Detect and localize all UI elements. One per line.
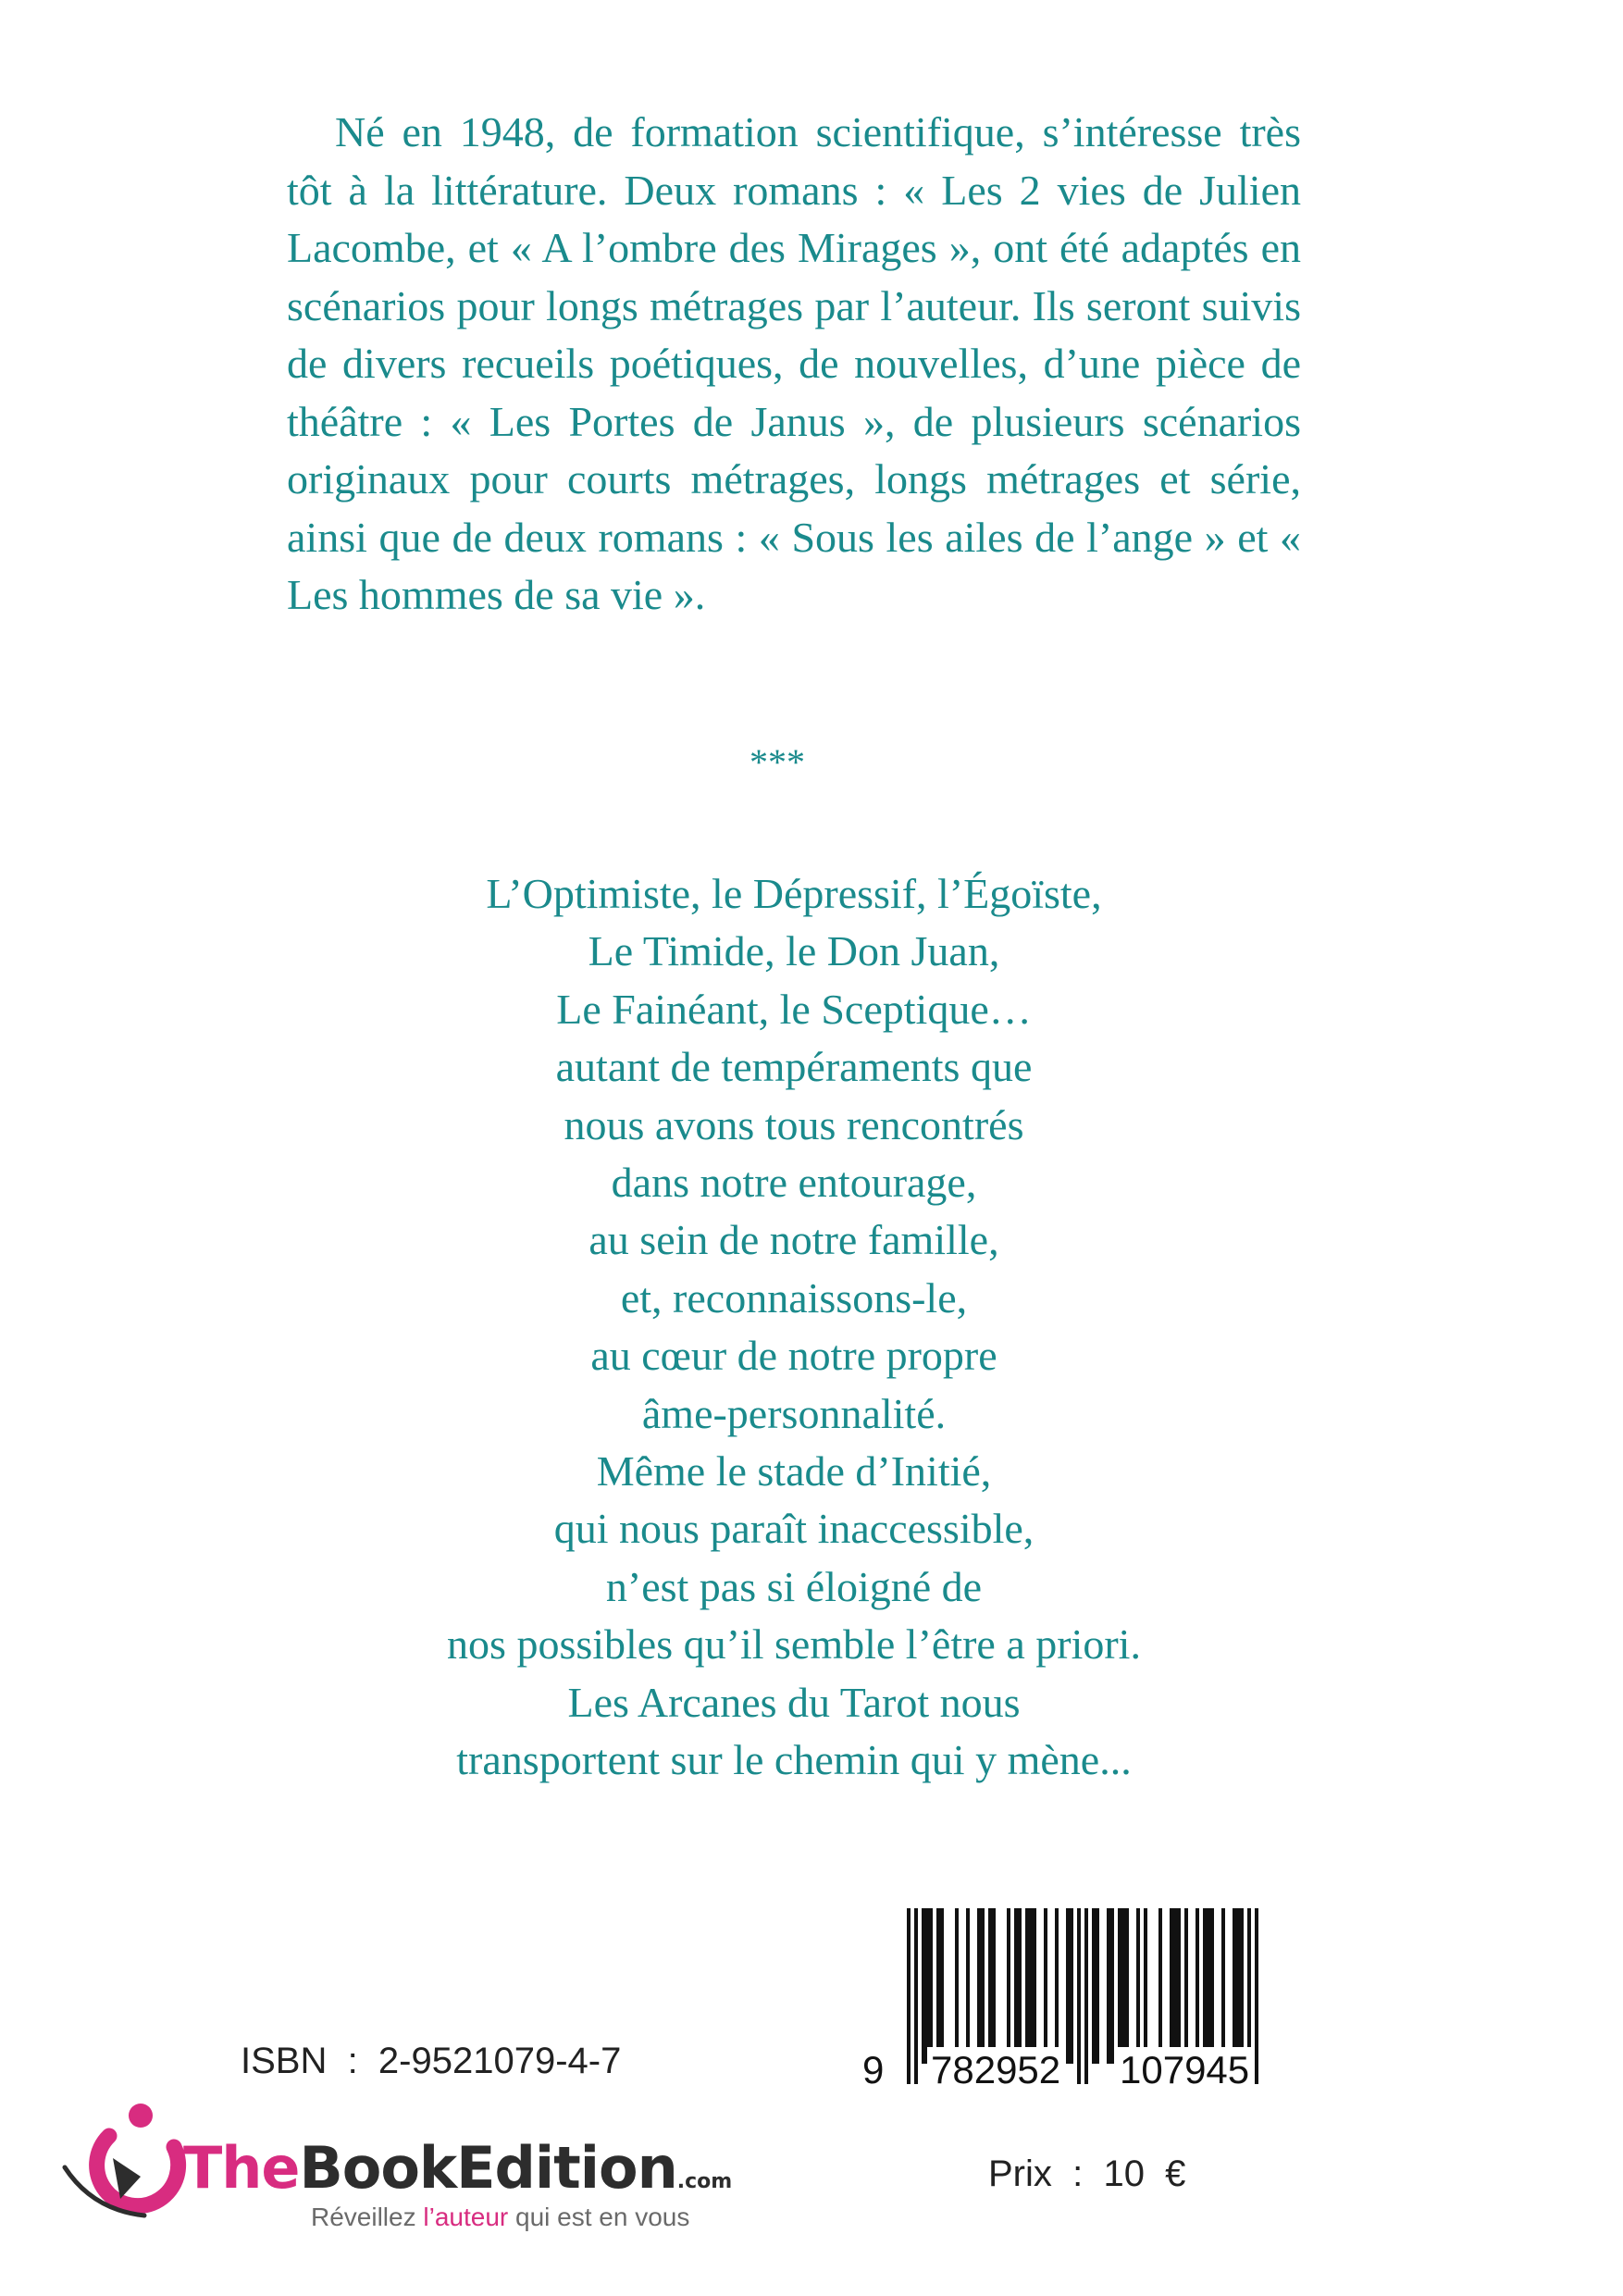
barcode-bar [1014,1908,1018,2064]
barcode-bar [1203,1908,1207,2064]
poem-line: Le Timide, le Don Juan, [588,927,1000,975]
barcode-bar [925,1908,929,2064]
barcode-bar [940,1908,944,2064]
barcode-bar [1110,1908,1114,2064]
barcode-bar [1158,1908,1162,2064]
poem-line: au sein de notre famille, [588,1216,999,1264]
barcode-bar [1196,1908,1199,2064]
barcode-bar [981,1908,985,2064]
barcode-bar [1066,1908,1070,2064]
poem-line: dans notre entourage, [611,1159,977,1207]
barcode-bar [1018,1908,1022,2064]
barcode-bar [1125,1908,1129,2064]
barcode-bar [1221,1908,1225,2064]
poem-line: nous avons tous rencontrés [564,1100,1024,1148]
poem-line: et, reconnaissons-le, [620,1273,968,1322]
tagline-end: qui est en vous [508,2203,690,2231]
barcode-bar [1118,1908,1121,2064]
barcode-bar [1107,1908,1110,2064]
barcode-bar [1240,1908,1244,2064]
barcode-bar [992,1908,996,2064]
section-separator: *** [750,741,805,783]
publisher-logo [56,2091,833,2240]
tagline-start: Réveillez [311,2203,424,2231]
poem-line: L’Optimiste, le Dépressif, l’Égoïste, [486,870,1102,917]
barcode-bar [922,1908,925,2064]
tagline-accent: l’auteur [423,2203,509,2231]
barcode-bar [1177,1908,1181,2064]
barcode-bar [1236,1908,1240,2064]
barcode-bar [1092,1908,1096,2064]
barcode-bar [1173,1908,1177,2064]
brand-domain: .com [676,2170,733,2193]
barcode-digits [859,2047,1318,2093]
barcode-bar [1144,1908,1147,2064]
barcode-right-digits: 107945 [1116,2047,1253,2093]
barcode-lead-digit: 9 [862,2048,885,2091]
poem-line: Les Arcanes du Tarot nous [567,1678,1021,1726]
poem-line: transportent sur le chemin qui y mène... [456,1736,1132,1784]
barcode-bar [1029,1908,1033,2064]
person-logo-icon [56,2091,194,2230]
barcode-bar [1007,1908,1010,2064]
barcode-bar [1136,1908,1140,2064]
publisher-tagline [311,2203,689,2232]
back-cover-poem [0,865,1588,1790]
barcode-bar [977,1908,981,2064]
isbn-number: ISBN : 2-9521079-4-7 [241,2041,622,2081]
barcode-bar [1121,1908,1125,2064]
isbn-barcode [859,1908,1318,2093]
poem-line: n’est pas si éloigné de [605,1562,983,1610]
poem-line: au cœur de notre propre [590,1332,997,1380]
barcode-bar [936,1908,940,2064]
barcode-bar [966,1908,970,2064]
barcode-bar [988,1908,992,2064]
barcode-bar [1033,1908,1036,2064]
barcode-bar [1025,1908,1029,2064]
barcode-bar [1207,1908,1210,2064]
barcode-bar [1096,1908,1099,2064]
barcode-bar [955,1908,959,2064]
poem-line: qui nous paraît inaccessible, [553,1505,1035,1553]
barcode-bar [1184,1908,1188,2064]
barcode-bar [1210,1908,1214,2064]
barcode-bar [1044,1908,1047,2064]
barcode-bar [1055,1908,1059,2064]
barcode-bar [1233,1908,1236,2064]
brand-bookedition: BookEdition [299,2134,677,2202]
poem-line: Même le stade d’Initié, [596,1447,992,1496]
barcode-bar [1070,1908,1073,2064]
poem-line: autant de tempéraments que [555,1043,1033,1091]
poem-line: âme-personnalité. [641,1389,947,1437]
author-biography: Né en 1948, de formation scientifique, s’intéresse très tôt à la littérature. Deux romans : « Les 2 vies de Julien Lacombe, et « A l’ombre des Mirages », ont été adaptés en scénarios pour longs métrages par l’auteur. Ils seront suivis de divers recueils poétiques, de nouvelles, d’une pièce de théâtre : « Les Portes de Janus », de plusieurs scénarios originaux pour courts métrages, longs métrages et série, ainsi que de deux romans : « Sous les ailes de l’ange » et « Les hommes de sa vie ». [287,108,1301,618]
barcode-bar [929,1908,933,2064]
barcode-bar [1170,1908,1173,2064]
brand-the: The [183,2134,300,2202]
poem-line: Le Fainéant, le Sceptique… [556,985,1032,1033]
price: Prix : 10 € [988,2153,1186,2194]
barcode-left-digits: 782952 [927,2047,1064,2093]
poem-line: nos possibles qu’il semble l’être a priori. [447,1620,1141,1669]
